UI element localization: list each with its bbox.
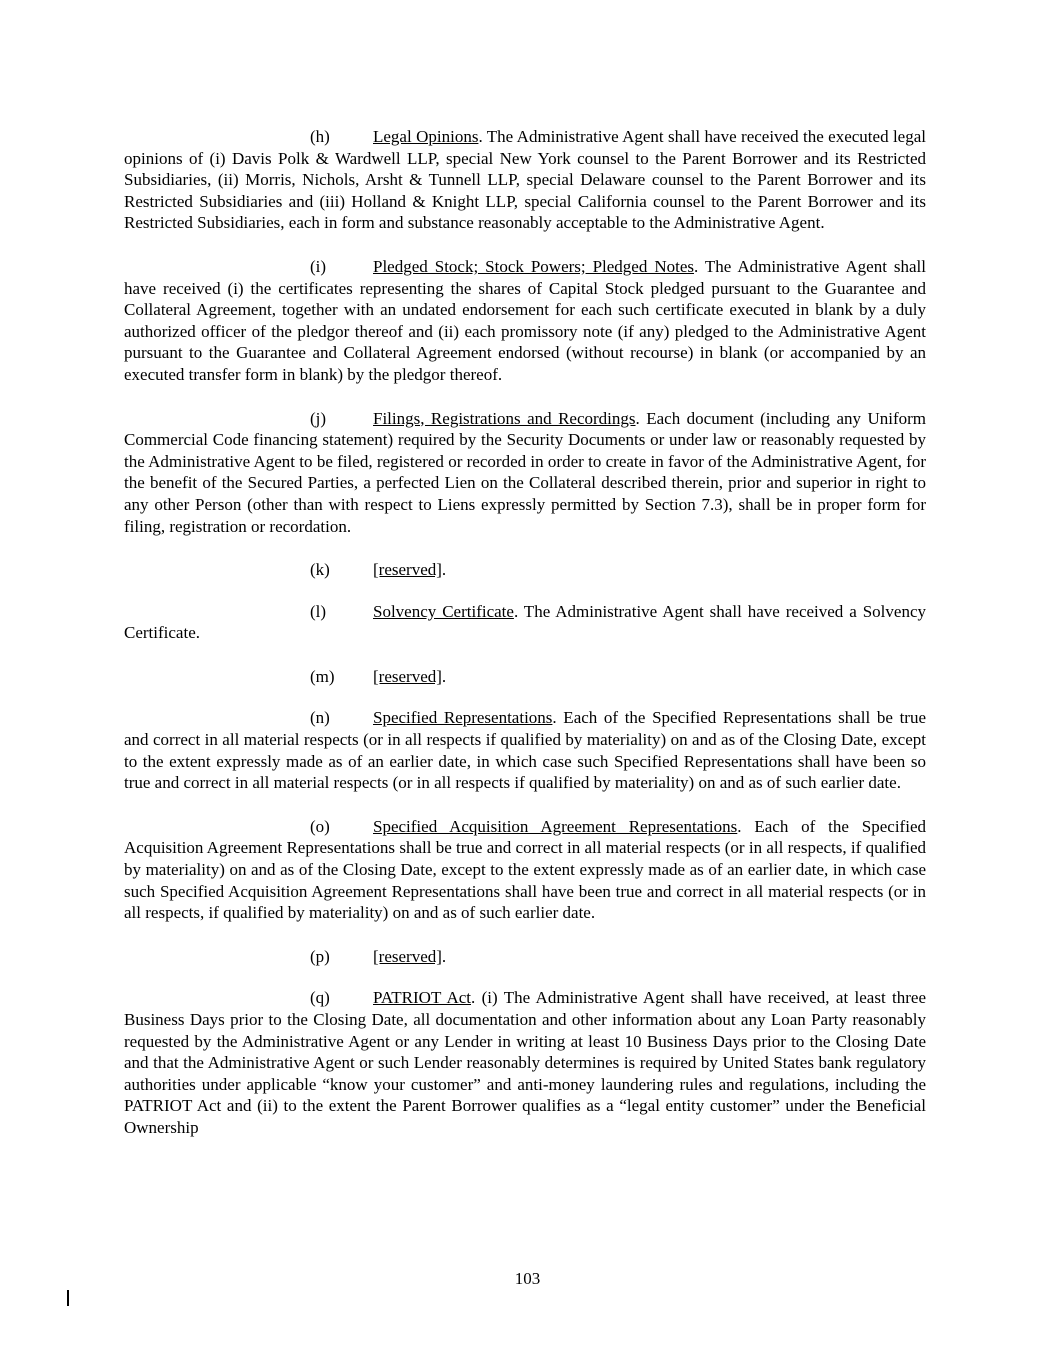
section-label: (o)	[310, 816, 330, 836]
section-text: .	[441, 560, 447, 580]
section-heading: [reserved]	[373, 560, 442, 580]
section-text: . The Administrative Agent shall have received (i) the certificates representing the shares of Capital Stock pledged pursuant to the Guarantee and Collateral Agreement, together with an undated endorsement for each such certificate executed in blank by a duly authorized officer of the pledgor thereof and (ii) each promissory note (if any) pledged to the Administrative Agent pursuant to the Guarantee and Collateral Agreement endorsed (without recourse) in blank (or accompanied by an executed transfer form in blank) by the pledgor thereof.	[124, 256, 926, 384]
section-label: (k)	[310, 560, 330, 580]
section-text: . The Administrative Agent shall have received a Solvency Certificate.	[124, 601, 926, 643]
section-h	[124, 126, 926, 234]
section-heading: Solvency Certificate	[373, 601, 514, 621]
section-label: (q)	[310, 988, 330, 1008]
section-heading: Filings, Registrations and Recordings	[373, 408, 636, 428]
section-text: .	[441, 666, 447, 686]
revision-bar	[67, 1290, 69, 1306]
section-text: .	[441, 946, 447, 966]
section-text: . Each of the Specified Representations shall be true and correct in all material respects (or in all respects if qualified by materiality) on and as of the Closing Date, except to the extent expressly made as of an earlier date, in which case such Specified Representations shall have been so true and correct in all material respects (or in all respects if qualified by materiality) on and as of such earlier date.	[124, 708, 926, 793]
section-p	[124, 946, 926, 968]
section-label: (l)	[310, 601, 327, 621]
section-l	[124, 601, 926, 644]
section-text: . (i) The Administrative Agent shall have received, at least three Business Days prior to the Closing Date, all documentation and other information about any Loan Party reasonably requested by the Administrative Agent or any Lender in writing at least 10 Business Days prior to the Closing Date and that the Administrative Agent or such Lender reasonably determines is required by United States bank regulatory authorities under applicable “know your customer” and anti-money laundering rules and regulations, including the PATRIOT Act and (ii) to the extent the Parent Borrower qualifies as a “legal entity customer” under the Beneficial Ownership	[124, 988, 927, 1137]
section-q	[124, 987, 926, 1138]
section-heading: Specified Representations	[373, 708, 553, 728]
section-m	[124, 666, 926, 688]
section-label: (m)	[310, 666, 335, 686]
section-label: (n)	[310, 708, 330, 728]
section-label: (i)	[310, 256, 327, 276]
section-j	[124, 408, 926, 538]
section-k	[124, 559, 926, 581]
section-label: (j)	[310, 408, 327, 428]
section-heading: Specified Acquisition Agreement Representations	[373, 816, 738, 836]
section-text: . The Administrative Agent shall have received the executed legal opinions of (i) Davis Polk & Wardwell LLP, special New York counsel to the Parent Borrower and its Restricted Subsidiaries, (ii) Morris, Nichols, Arsht & Tunnell LLP, special Delaware counsel to the Parent Borrower and its Restricted Subsidiaries and (iii) Holland & Knight LLP, special California counsel to the Parent Borrower and its Restricted Subsidiaries, each in form and substance reasonably acceptable to the Administrative Agent.	[124, 127, 926, 233]
section-label: (h)	[310, 127, 330, 146]
section-text: . Each of the Specified Acquisition Agreement Representations shall be true and correct in all material respects (or in all respects, if qualified by materiality) on and as of the Closing Date, except to the extent expressly made as of an earlier date, in which case such Specified Acquisition Agreement Representations shall have been true and correct in all material respects (or in all respects, if qualified by materiality) on and as of such earlier date.	[124, 816, 926, 923]
section-label: (p)	[310, 946, 330, 966]
page-number: 103	[514, 1269, 541, 1288]
section-o	[124, 816, 926, 924]
section-i	[124, 256, 926, 386]
section-heading: Legal Opinions	[373, 127, 479, 146]
section-heading: Pledged Stock; Stock Powers; Pledged Notes	[373, 256, 694, 276]
section-heading: [reserved]	[373, 946, 442, 966]
section-heading: PATRIOT Act	[373, 988, 471, 1008]
section-n	[124, 707, 926, 793]
section-text: . Each document (including any Uniform Commercial Code financing statement) required by the Security Documents or under law or reasonably requested by the Administrative Agent to be filed, registered or recorded in order to create in favor of the Administrative Agent, for the benefit of the Secured Parties, a perfected Lien on the Collateral described therein, prior and superior in right to any other Person (other than with respect to Liens expressly permitted by Section 7.3), shall be in proper form for filing, registration or recordation.	[124, 408, 926, 536]
document-body	[124, 126, 926, 1139]
section-heading: [reserved]	[373, 666, 442, 686]
